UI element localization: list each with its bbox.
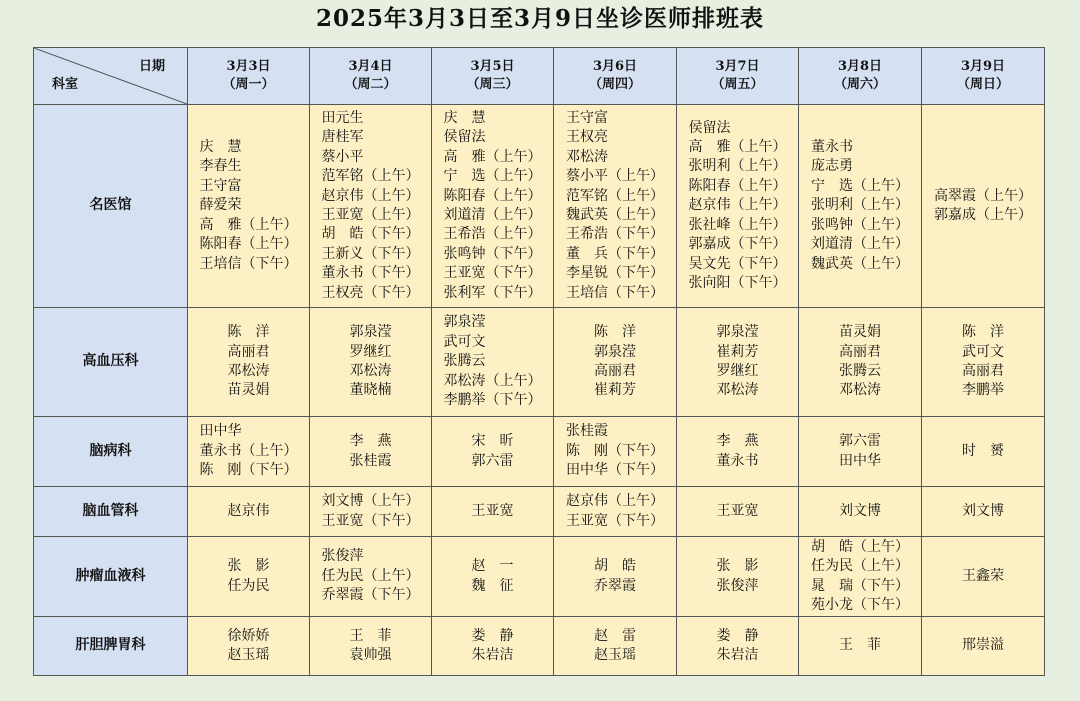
doctor-entry: 薛爱荣 [199, 197, 242, 214]
schedule-cell [677, 537, 799, 617]
schedule-cell [432, 617, 554, 676]
doctor-entry: 武可文 [443, 333, 486, 350]
doctor-entry: 李星锐（下午） [566, 265, 664, 282]
doctor-list [962, 636, 1004, 655]
doctor-entry: 王亚宽 [716, 502, 759, 519]
doctor-entry: 张鸣钟（上午） [811, 216, 909, 233]
schedule-cell [310, 617, 432, 676]
doctor-list [200, 422, 298, 480]
doctor-list [350, 432, 392, 471]
doctor-entry: 张向阳（下午） [688, 274, 787, 291]
doctor-list [594, 323, 636, 401]
schedule-cell [432, 487, 554, 537]
schedule-cell [310, 417, 432, 487]
doctor-entry: 魏武英（上午） [811, 255, 909, 272]
doctor-list [472, 502, 514, 521]
doctor-list [444, 313, 542, 410]
doctor-entry: 李 燕 [349, 433, 392, 450]
doctor-entry: 庆 慧 [199, 139, 242, 156]
department-name: 肿瘤血液科 [34, 537, 188, 617]
doctor-entry: 苗灵娟 [227, 382, 270, 399]
schedule-cell [677, 417, 799, 487]
doctor-list [594, 627, 636, 666]
schedule-cell [922, 105, 1045, 308]
department-row [34, 537, 1045, 617]
day-header: 3月7日 （周五） [677, 48, 799, 105]
doctor-entry: 朱岩洁 [471, 647, 514, 663]
doctor-entry: 张明利（上午） [688, 158, 787, 175]
doctor-entry: 董 兵（下午） [566, 245, 664, 262]
schedule-cell [188, 537, 310, 617]
schedule-cell [432, 105, 554, 308]
schedule-cell [554, 537, 677, 617]
doctor-list [444, 109, 542, 303]
doctor-entry: 王新义（下午） [321, 245, 420, 262]
doctor-entry: 李鹏举 [962, 382, 1004, 399]
department-row [34, 105, 1045, 308]
department-row [34, 417, 1045, 487]
day-header: 3月4日 （周二） [310, 48, 432, 105]
doctor-entry: 赵京伟 [227, 502, 270, 519]
schedule-cell [188, 617, 310, 676]
schedule-cell [554, 487, 677, 537]
doctor-entry: 朱岩洁 [716, 647, 759, 663]
doctor-entry: 王希浩（下午） [566, 226, 664, 243]
schedule-cell [310, 487, 432, 537]
doctor-list [811, 138, 909, 274]
doctor-entry: 王 菲 [349, 627, 392, 644]
doctor-list [717, 323, 759, 401]
doctor-entry: 王希浩（上午） [443, 226, 542, 243]
doctor-entry: 胡 皓（下午） [321, 226, 420, 243]
schedule-cell [677, 105, 799, 308]
doctor-entry: 高丽君 [839, 343, 881, 360]
schedule-cell [554, 617, 677, 676]
doctor-entry: 郭嘉成（上午） [934, 207, 1032, 223]
department-name: 脑病科 [34, 417, 188, 487]
doctor-entry: 王亚宽（下午） [443, 265, 542, 282]
doctor-list [200, 138, 298, 274]
doctor-entry: 张桂霞 [566, 423, 608, 440]
doctor-entry: 郭泉滢 [349, 324, 392, 341]
schedule-cell [677, 487, 799, 537]
doctor-entry: 张 影 [227, 558, 270, 575]
doctor-entry: 邢崇溢 [962, 637, 1004, 654]
doctor-list [811, 538, 909, 616]
doctor-entry: 李春生 [199, 158, 242, 175]
doctor-entry: 陈 洋 [227, 324, 270, 341]
doctor-entry: 张社峰（上午） [688, 216, 787, 233]
schedule-cell [922, 617, 1045, 676]
doctor-list [472, 627, 514, 666]
doctor-list [962, 323, 1004, 401]
doctor-entry: 邓松涛 [716, 382, 759, 399]
doctor-list [839, 432, 881, 471]
schedule-cell [188, 487, 310, 537]
doctor-entry: 陈阳春（上午） [443, 187, 542, 204]
doctor-entry: 邓松涛 [566, 148, 608, 165]
doctor-entry: 刘文博（上午） [321, 493, 420, 510]
date-axis-label: 日期 [138, 59, 165, 74]
doctor-entry: 郭泉滢 [594, 343, 636, 360]
doctor-entry: 李 燕 [716, 433, 759, 450]
doctor-list [717, 627, 759, 666]
doctor-entry: 蔡小平（上午） [566, 168, 664, 185]
doctor-entry: 赵玉瑶 [227, 647, 270, 663]
doctor-list [566, 109, 664, 303]
department-axis-label: 科室 [52, 77, 79, 92]
doctor-entry: 赵 一 [471, 558, 514, 575]
doctor-entry: 董永书（上午） [199, 442, 298, 459]
doctor-entry: 张鸣钟（下午） [443, 245, 542, 262]
schedule-cell [432, 417, 554, 487]
doctor-entry: 王培信（下午） [199, 255, 298, 272]
schedule-cell [310, 105, 432, 308]
day-header: 3月9日 （周日） [922, 48, 1045, 105]
schedule-cell [188, 308, 310, 417]
doctor-entry: 郭泉滢 [443, 314, 486, 331]
doctor-entry: 郭泉滢 [716, 324, 759, 341]
doctor-entry: 任为民（上午） [811, 558, 909, 575]
doctor-list [839, 636, 881, 655]
doctor-entry: 邓松涛（上午） [443, 372, 542, 389]
schedule-cell [677, 308, 799, 417]
doctor-entry: 赵京伟（上午） [321, 187, 420, 204]
doctor-list [322, 492, 420, 531]
schedule-cell [310, 537, 432, 617]
doctor-entry: 宋 昕 [471, 433, 514, 450]
doctor-entry: 高 雅（上午） [688, 139, 787, 156]
doctor-list [472, 557, 514, 596]
schedule-cell [188, 417, 310, 487]
doctor-entry: 高丽君 [594, 363, 636, 379]
doctor-entry: 田中华（下午） [566, 462, 664, 479]
doctor-entry: 王鑫荣 [962, 567, 1004, 584]
doctor-entry: 高 雅（上午） [443, 148, 542, 165]
doctor-entry: 田中华 [839, 452, 881, 469]
doctor-entry: 赵京伟（上午） [688, 197, 787, 214]
schedule-cell [922, 417, 1045, 487]
day-header: 3月6日 （周四） [554, 48, 677, 105]
doctor-entry: 张腾云 [839, 363, 881, 379]
doctor-entry: 魏 征 [471, 577, 514, 594]
doctor-entry: 董晓楠 [349, 382, 392, 399]
doctor-entry: 董永书 [716, 452, 759, 469]
doctor-list [566, 422, 664, 480]
doctor-entry: 董永书 [811, 139, 853, 156]
doctor-entry: 乔翠霞（下午） [321, 587, 420, 604]
doctor-entry: 郭六雷 [839, 433, 881, 450]
doctor-entry: 刘道清（上午） [811, 236, 909, 253]
doctor-list [962, 442, 1004, 461]
schedule-cell [432, 308, 554, 417]
day-header: 3月3日 （周一） [188, 48, 310, 105]
doctor-entry: 赵京伟（上午） [566, 493, 664, 510]
doctor-entry: 陈 刚（下午） [566, 442, 664, 459]
schedule-cell [799, 308, 922, 417]
page-title: 2025年3月3日至3月9日坐诊医师排班表 [315, 5, 765, 32]
doctor-list [717, 432, 759, 471]
department-row [34, 308, 1045, 417]
schedule-cell [922, 487, 1045, 537]
schedule-cell [432, 537, 554, 617]
doctor-entry: 徐娇娇 [227, 627, 270, 644]
doctor-entry: 李鹏举（下午） [443, 392, 542, 409]
doctor-entry: 郭六雷 [471, 452, 514, 469]
doctor-list [839, 323, 881, 401]
schedule-cell [799, 617, 922, 676]
doctor-list [717, 502, 759, 521]
schedule-cell [310, 308, 432, 417]
schedule-cell [554, 308, 677, 417]
doctor-list [566, 492, 664, 531]
doctor-entry: 邓松涛 [349, 363, 392, 379]
doctor-entry: 王亚宽（下午） [321, 512, 420, 529]
doctor-entry: 张明利（上午） [811, 197, 909, 214]
doctor-list [839, 502, 881, 521]
doctor-entry: 苗灵娟 [839, 324, 881, 341]
doctor-entry: 王守富 [566, 109, 608, 126]
doctor-entry: 蔡小平 [321, 148, 364, 165]
doctor-entry: 侯留法 [688, 119, 731, 136]
doctor-entry: 刘文博 [839, 502, 881, 519]
doctor-entry: 张桂霞 [349, 452, 392, 469]
doctor-entry: 张 影 [716, 558, 759, 575]
doctor-entry: 崔莉芳 [716, 343, 759, 360]
doctor-entry: 王权亮 [566, 129, 608, 146]
doctor-list [962, 567, 1004, 586]
doctor-entry: 崔莉芳 [594, 382, 636, 399]
doctor-entry: 罗继红 [716, 363, 759, 379]
doctor-entry: 高丽君 [962, 363, 1004, 379]
schedule-cell [554, 105, 677, 308]
doctor-list [322, 547, 420, 605]
doctor-entry: 娄 静 [471, 627, 514, 644]
schedule-cell [554, 417, 677, 487]
schedule-cell [188, 105, 310, 308]
doctor-entry: 胡 皓 [594, 558, 636, 575]
doctor-entry: 张俊萍 [716, 577, 759, 594]
doctor-entry: 张利军（下午） [443, 284, 542, 301]
doctor-list [228, 502, 270, 521]
doctor-list [472, 432, 514, 471]
doctor-entry: 刘文博 [962, 502, 1004, 519]
corner-header [34, 48, 188, 105]
doctor-entry: 乔翠霞 [594, 577, 636, 594]
schedule-cell [922, 537, 1045, 617]
schedule-cell [799, 417, 922, 487]
doctor-entry: 王 菲 [839, 637, 881, 654]
schedule-cell [799, 537, 922, 617]
doctor-entry: 宁 选（上午） [443, 168, 542, 185]
doctor-list [228, 323, 270, 401]
doctor-entry: 范军铭（上午） [566, 187, 664, 204]
doctor-entry: 赵 雷 [594, 627, 636, 644]
header-row [34, 48, 1045, 105]
department-name: 高血压科 [34, 308, 188, 417]
doctor-entry: 娄 静 [716, 627, 759, 644]
doctor-entry: 任为民 [227, 577, 270, 594]
doctor-entry: 袁帅强 [349, 647, 392, 663]
doctor-entry: 赵玉瑶 [594, 647, 636, 663]
doctor-entry: 高翠霞（上午） [934, 187, 1032, 204]
doctor-entry: 时 赟 [962, 442, 1004, 459]
schedule-cell [799, 105, 922, 308]
doctor-list [962, 502, 1004, 521]
doctor-entry: 王培信（下午） [566, 284, 664, 301]
doctor-entry: 庆 慧 [443, 109, 486, 126]
doctor-entry: 陈阳春（上午） [199, 236, 298, 253]
doctor-entry: 高丽君 [227, 343, 270, 360]
doctor-list [717, 557, 759, 596]
doctor-entry: 胡 皓（上午） [811, 538, 909, 555]
doctor-list [594, 557, 636, 596]
department-name: 名医馆 [34, 105, 188, 308]
doctor-entry: 邓松涛 [839, 382, 881, 399]
day-header: 3月8日 （周六） [799, 48, 922, 105]
doctor-entry: 罗继红 [349, 343, 392, 360]
doctor-entry: 任为民（上午） [321, 567, 420, 584]
doctor-entry: 宁 选（上午） [811, 177, 909, 194]
doctor-entry: 范军铭（上午） [321, 168, 420, 185]
doctor-entry: 田中华 [199, 423, 242, 440]
department-row [34, 617, 1045, 676]
department-row [34, 487, 1045, 537]
doctor-entry: 陈阳春（上午） [688, 177, 787, 194]
schedule-cell [677, 617, 799, 676]
doctor-list [322, 109, 420, 303]
day-header: 3月5日 （周三） [432, 48, 554, 105]
doctor-entry: 高 雅（上午） [199, 216, 298, 233]
doctor-list [350, 627, 392, 666]
doctor-entry: 魏武英（上午） [566, 207, 664, 223]
doctor-list [228, 557, 270, 596]
doctor-entry: 邓松涛 [227, 363, 270, 379]
department-name: 肝胆脾胃科 [34, 617, 188, 676]
doctor-entry: 张腾云 [443, 353, 486, 370]
doctor-entry: 王权亮（下午） [321, 284, 420, 301]
doctor-entry: 吴文先（下午） [688, 255, 787, 272]
doctor-entry: 武可文 [962, 343, 1004, 360]
doctor-entry: 张俊萍 [321, 548, 364, 565]
doctor-entry: 唐桂军 [321, 129, 364, 146]
doctor-entry: 董永书（下午） [321, 265, 420, 282]
schedule-cell [922, 308, 1045, 417]
doctor-entry: 王守富 [199, 177, 242, 194]
doctor-list [689, 119, 787, 294]
department-name: 脑血管科 [34, 487, 188, 537]
doctor-entry: 刘道清（上午） [443, 207, 542, 223]
doctor-entry: 陈 洋 [962, 324, 1004, 341]
doctor-entry: 庞志勇 [811, 158, 853, 175]
doctor-list [228, 627, 270, 666]
doctor-entry: 王亚宽（下午） [566, 512, 664, 529]
doctor-entry: 王亚宽（上午） [321, 207, 420, 223]
schedule-cell [799, 487, 922, 537]
doctor-entry: 晁 瑞（下午） [811, 577, 909, 594]
doctor-entry: 王亚宽 [471, 502, 514, 519]
doctor-entry: 苑小龙（下午） [811, 596, 909, 613]
doctor-entry: 田元生 [321, 109, 364, 126]
schedule-table [33, 47, 1045, 676]
doctor-list [934, 187, 1032, 226]
doctor-entry: 郭嘉成（下午） [688, 236, 787, 253]
doctor-list [350, 323, 392, 401]
doctor-entry: 侯留法 [443, 129, 486, 146]
doctor-entry: 陈 刚（下午） [199, 462, 298, 479]
doctor-entry: 陈 洋 [594, 324, 636, 341]
